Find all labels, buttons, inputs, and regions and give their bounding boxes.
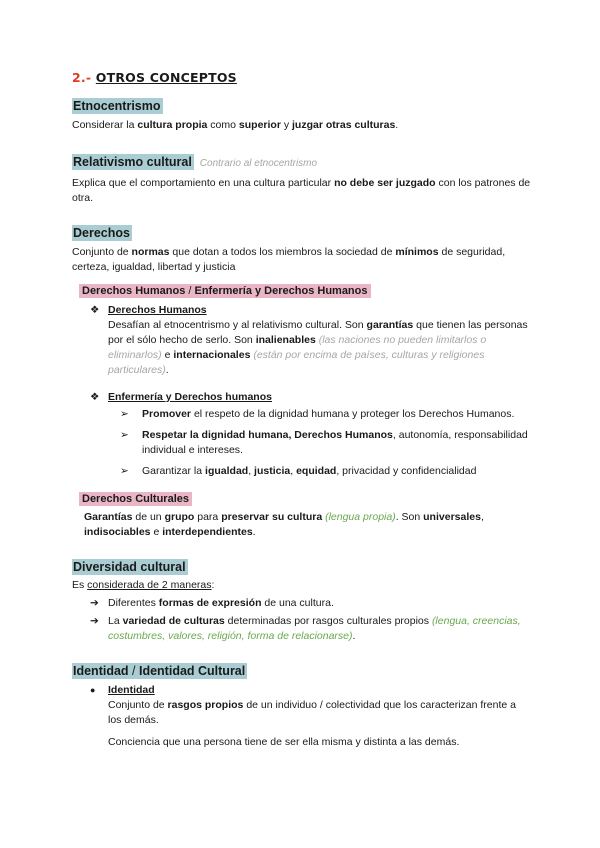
- arrowhead-bullet-icon: ➢: [120, 465, 129, 477]
- identidad-text-1: Conjunto de rasgos propios de un individuo / colectividad que los caracterizan frente a los demás.: [108, 699, 516, 726]
- relativismo-section: [72, 153, 532, 206]
- arrow-bullet-icon: ➔: [90, 615, 99, 627]
- relativismo-heading: Relativismo cultural: [73, 155, 192, 169]
- identidad-heading: Identidad / Identidad Cultural: [73, 664, 246, 678]
- derechos-text: Conjunto de normas que dotan a todos los miembros la sociedad de mínimos de seguridad, certeza, igualdad, libertad y justicia: [72, 246, 506, 273]
- diversidad-intro: Es considerada de 2 maneras:: [72, 579, 215, 591]
- diamond-bullet-icon: ❖: [90, 391, 100, 403]
- list-item: ➢ Promover el respeto de la dignidad humana y proteger los Derechos Humanos.: [120, 408, 515, 420]
- relativismo-note: Contrario al etnocentrismo: [199, 158, 318, 169]
- derechos-section: [72, 224, 532, 540]
- identidad-subheading: Identidad: [108, 684, 155, 696]
- derechos-heading: Derechos: [73, 226, 130, 240]
- list-item: ➢ Respetar la dignidad humana, Derechos Humanos, autonomía, responsabilidad individual e intereses.: [120, 429, 528, 456]
- enfermeria-derechos-item: [90, 390, 532, 479]
- diversidad-heading: Diversidad cultural: [73, 560, 186, 574]
- identidad-text-2: Conciencia que una persona tiene de ser ella misma y distinta a las demás.: [108, 736, 460, 748]
- derechos-humanos-text: Desafían al etnocentrismo y al relativismo cultural. Son garantías que tienen las personas por el sólo hecho de serlo. Son inalienables (las naciones no pueden limitarlos o eliminarlos) e internacionales (están por encima de países, culturas y religiones particulares).: [108, 319, 528, 376]
- section-title: [72, 70, 532, 85]
- arrowhead-bullet-icon: ➢: [120, 408, 129, 420]
- identidad-item: [90, 683, 532, 750]
- enfermeria-derechos-heading: Enfermería y Derechos humanos: [108, 391, 272, 403]
- list-item: ➢ Garantizar la igualdad, justicia, equidad, privacidad y confidencialidad: [120, 465, 477, 477]
- circle-bullet-icon: ●: [90, 685, 96, 695]
- diamond-bullet-icon: ❖: [90, 304, 100, 316]
- section-title-text: OTROS CONCEPTOS: [95, 70, 237, 85]
- etnocentrismo-text: Considerar la cultura propia como superior y juzgar otras culturas.: [72, 119, 399, 131]
- document-page: [72, 70, 532, 750]
- derechos-humanos-heading: Derechos Humanos: [108, 304, 207, 316]
- list-item: ➔ Diferentes formas de expresión de una cultura.: [90, 597, 334, 609]
- etnocentrismo-heading: Etnocentrismo: [73, 99, 161, 113]
- arrowhead-bullet-icon: ➢: [120, 429, 129, 441]
- section-number: 2.-: [72, 70, 92, 85]
- derechos-humanos-item: [90, 303, 532, 378]
- identidad-section: [72, 662, 532, 750]
- derechos-subheading: Derechos Humanos / Enfermería y Derechos Humanos: [79, 284, 371, 298]
- arrow-bullet-icon: ➔: [90, 597, 99, 609]
- derechos-culturales-heading: Derechos Culturales: [79, 492, 192, 506]
- relativismo-text: Explica que el comportamiento en una cultura particular no debe ser juzgado con los patrones de otra.: [72, 177, 531, 204]
- diversidad-section: [72, 558, 532, 644]
- derechos-culturales-text: Garantías de un grupo para preservar su cultura (lengua propia). Son universales, indisociables e interdependientes.: [84, 511, 484, 538]
- etnocentrismo-section: [72, 97, 532, 133]
- list-item: ➔ La variedad de culturas determinadas por rasgos culturales propios (lengua, creencias, costumbres, valores, religión, forma de relacionarse).: [90, 615, 521, 642]
